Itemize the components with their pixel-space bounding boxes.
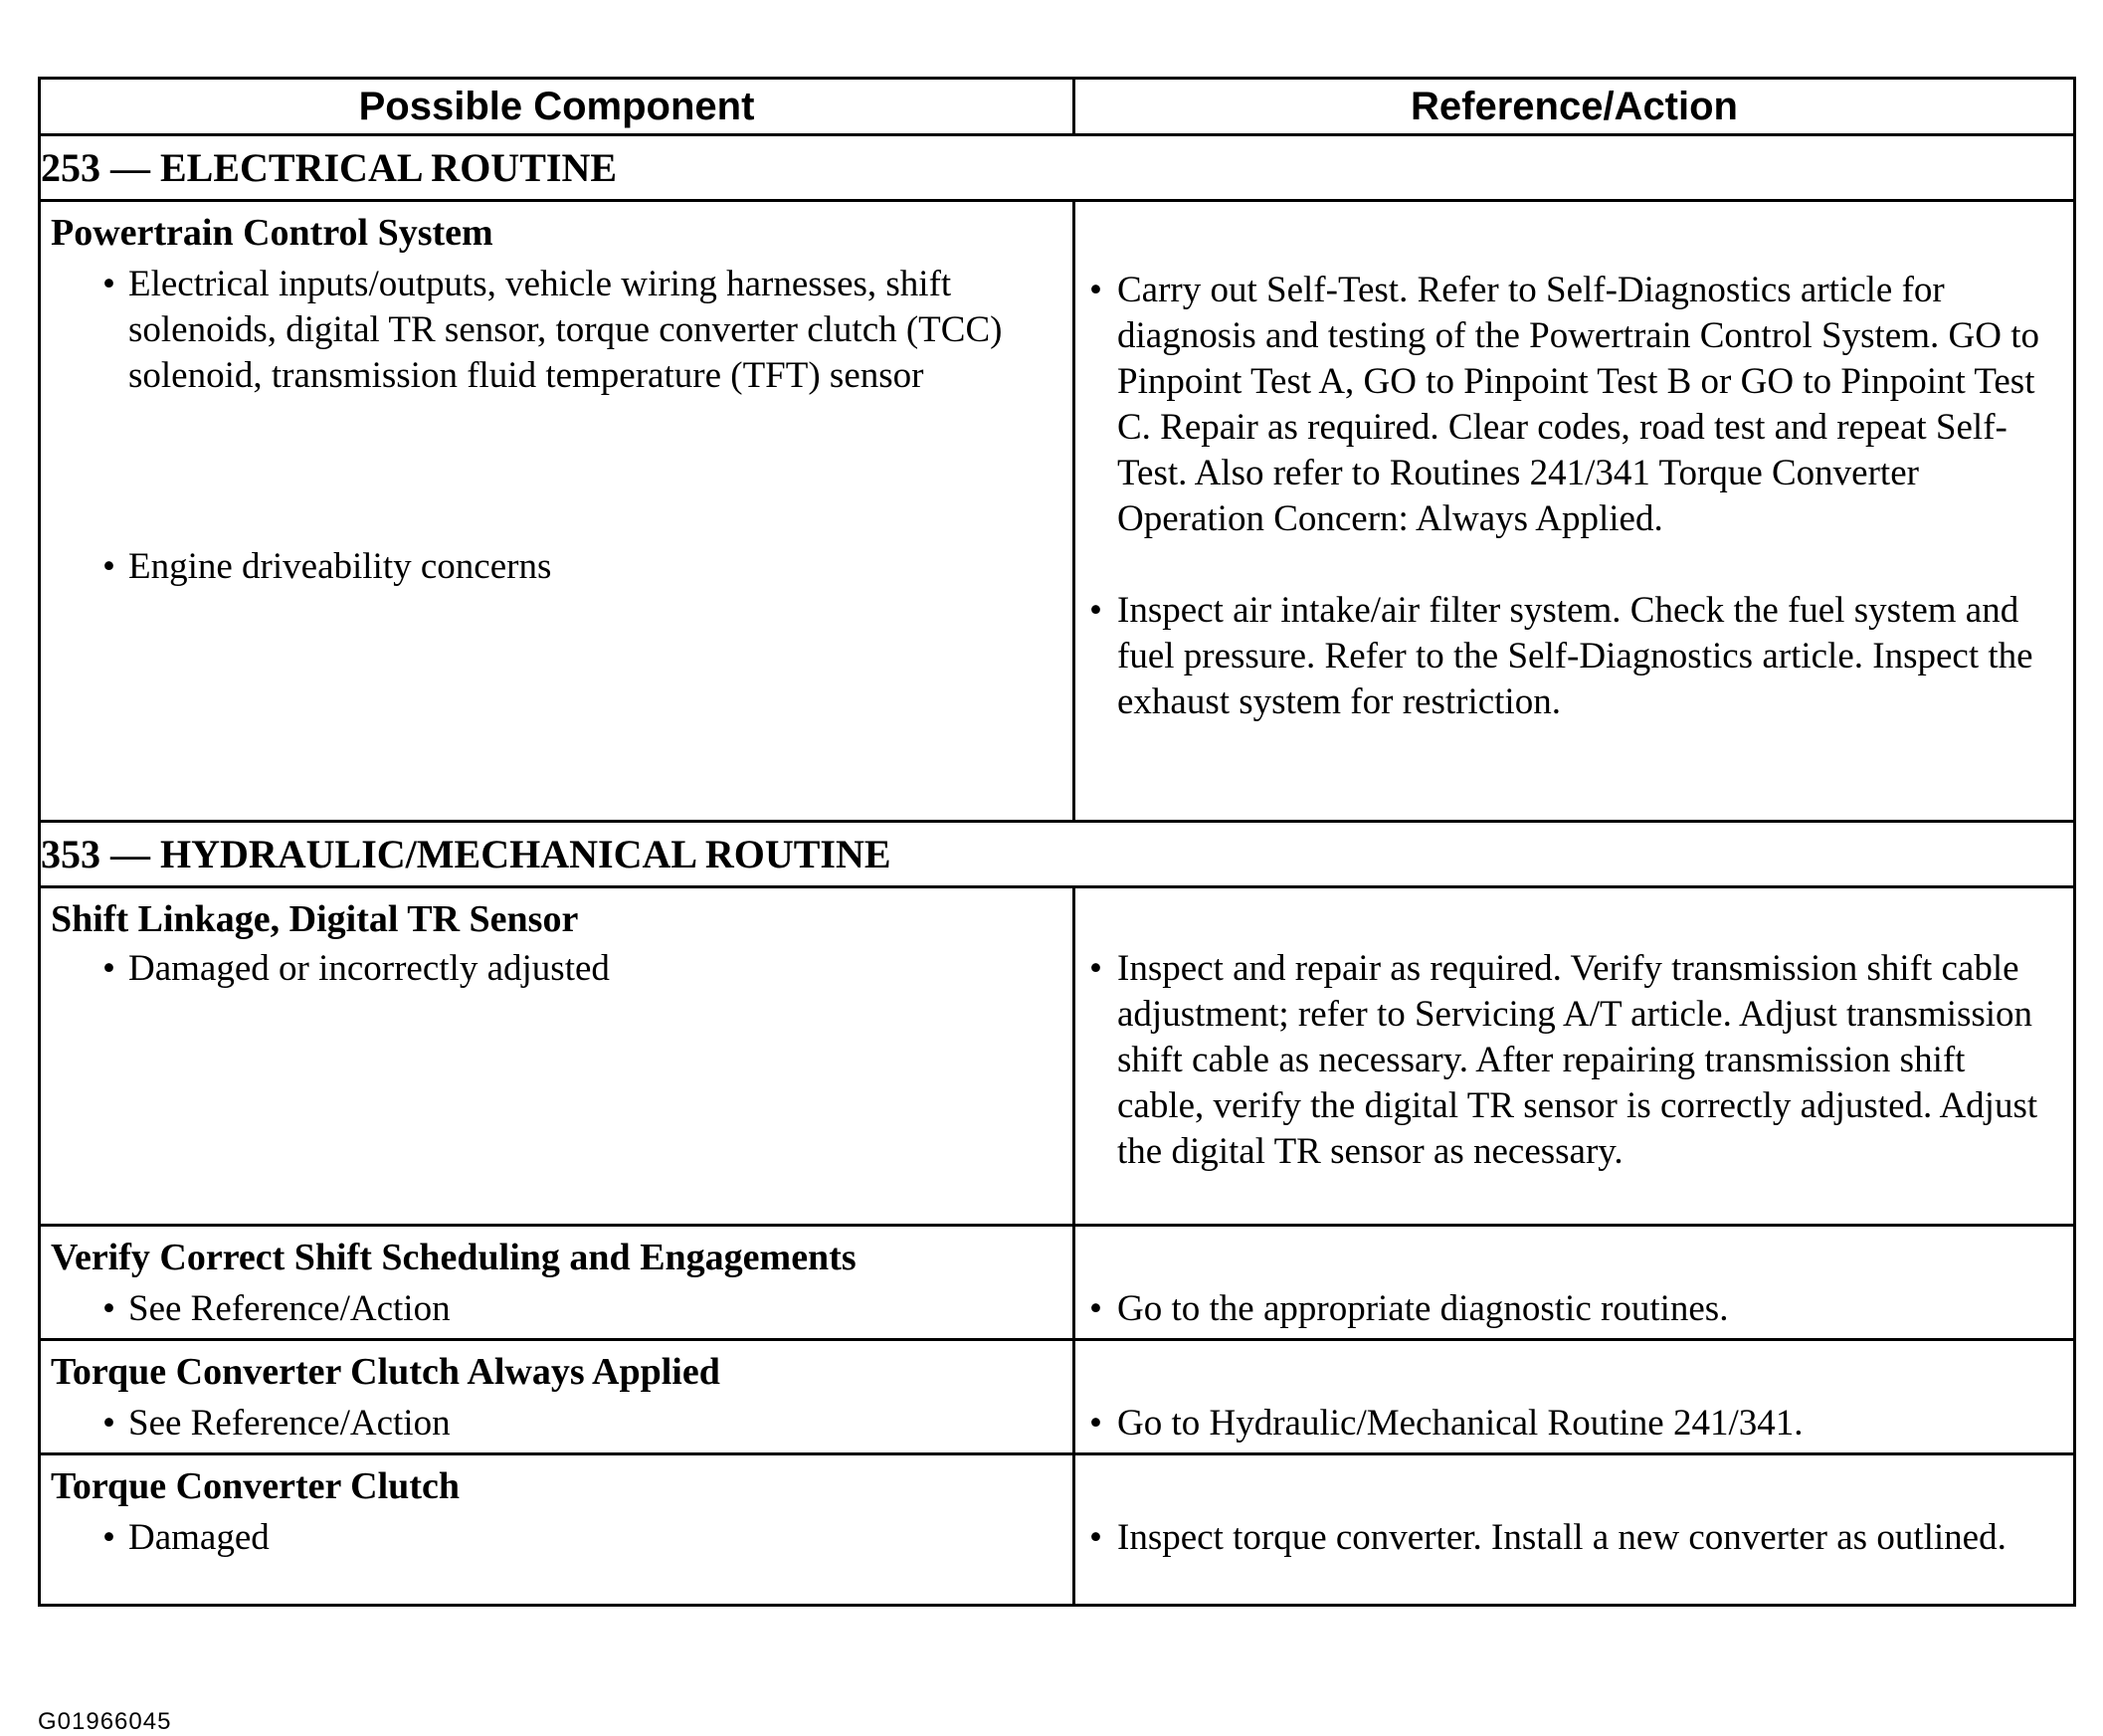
cause-item [41, 544, 1072, 590]
action-item [1075, 1401, 2073, 1447]
action-text: Inspect torque converter. Install a new converter as outlined. [1117, 1517, 2007, 1558]
cause-item [41, 1515, 1072, 1561]
diagnostic-table-document [38, 77, 2073, 1735]
bullet-icon: • [102, 1288, 115, 1329]
bullet-icon: • [1089, 1288, 1102, 1329]
bullet-icon: • [102, 1403, 115, 1444]
header-row [40, 79, 2075, 135]
component-title: Powertrain Control System [51, 212, 493, 254]
component-cell [40, 1340, 1074, 1454]
bullet-icon: • [102, 1517, 115, 1558]
action-cell [1074, 1340, 2075, 1454]
action-item [1075, 1286, 2073, 1332]
action-cell [1074, 1226, 2075, 1340]
action-text: Go to the appropriate diagnostic routines. [1117, 1288, 1729, 1329]
section-title-353: 353 — HYDRAULIC/MECHANICAL ROUTINE [40, 822, 2075, 887]
action-item [1075, 946, 2073, 1175]
component-cell [40, 1454, 1074, 1606]
cause-item [41, 946, 1072, 992]
bullet-icon: • [102, 546, 115, 587]
section-row-253 [40, 135, 2075, 201]
action-text: Inspect and repair as required. Verify transmission shift cable adjustment; refer to Servicing A/T article. Adjust transmission shift cable as necessary. After repairing transmission shift cable, verify the digital TR sensor is correctly adjusted. Adjust the digital TR sensor as necessary. [1117, 948, 2038, 1172]
action-item [1075, 588, 2073, 725]
cause-text: See Reference/Action [128, 1403, 451, 1444]
cause-text: Engine driveability concerns [128, 546, 552, 587]
diagnostic-table [38, 77, 2076, 1607]
action-item [1075, 268, 2073, 542]
component-row-powertrain [40, 201, 2075, 822]
action-text: Go to Hydraulic/Mechanical Routine 241/341. [1117, 1403, 1804, 1444]
header-reference-action: Reference/Action [1074, 79, 2075, 135]
bullet-icon: • [1089, 1403, 1102, 1444]
component-cell [40, 201, 1074, 822]
component-row-shift-linkage [40, 887, 2075, 1226]
cause-text: Electrical inputs/outputs, vehicle wiring harnesses, shift solenoids, digital TR sensor, torque converter clutch (TCC) solenoid, transmission fluid temperature (TFT) sensor [128, 264, 1003, 396]
component-cell [40, 887, 1074, 1226]
action-cell [1074, 887, 2075, 1226]
bullet-icon: • [1089, 1517, 1102, 1558]
action-text: Carry out Self-Test. Refer to Self-Diagnostics article for diagnosis and testing of the Powertrain Control System. GO to Pinpoint Test A, GO to Pinpoint Test B or GO to Pinpoint Test C. Repair as required. Clear codes, road test and repeat Self-Test. Also refer to Routines 241/341 Torque Converter Operation Concern: Always Applied. [1117, 270, 2039, 539]
bullet-icon: • [1089, 948, 1102, 989]
action-text: Inspect air intake/air filter system. Check the fuel system and fuel pressure. Refer to the Self-Diagnostics article. Inspect the exhaust system for restriction. [1117, 590, 2033, 722]
bullet-icon: • [102, 948, 115, 989]
section-title-253: 253 — ELECTRICAL ROUTINE [40, 135, 2075, 201]
bullet-icon: • [1089, 590, 1102, 631]
cause-text: Damaged or incorrectly adjusted [128, 948, 610, 989]
action-cell [1074, 1454, 2075, 1606]
component-row-shift-scheduling [40, 1226, 2075, 1340]
component-cell [40, 1226, 1074, 1340]
cause-item [41, 1286, 1072, 1332]
figure-code: G01966045 [38, 1708, 172, 1735]
cause-text: Damaged [128, 1517, 270, 1558]
component-title: Torque Converter Clutch Always Applied [51, 1351, 720, 1393]
cause-text: See Reference/Action [128, 1288, 451, 1329]
component-row-tcc-always-applied [40, 1340, 2075, 1454]
component-title: Verify Correct Shift Scheduling and Engagements [51, 1237, 857, 1278]
bullet-icon: • [102, 264, 115, 304]
component-row-tcc [40, 1454, 2075, 1606]
header-possible-component: Possible Component [40, 79, 1074, 135]
cause-item [41, 1401, 1072, 1447]
section-row-353 [40, 822, 2075, 887]
cause-item [41, 262, 1072, 399]
action-item [1075, 1515, 2073, 1561]
component-title: Torque Converter Clutch [51, 1465, 460, 1507]
bullet-icon: • [1089, 270, 1102, 310]
component-title: Shift Linkage, Digital TR Sensor [51, 898, 579, 940]
action-cell [1074, 201, 2075, 822]
